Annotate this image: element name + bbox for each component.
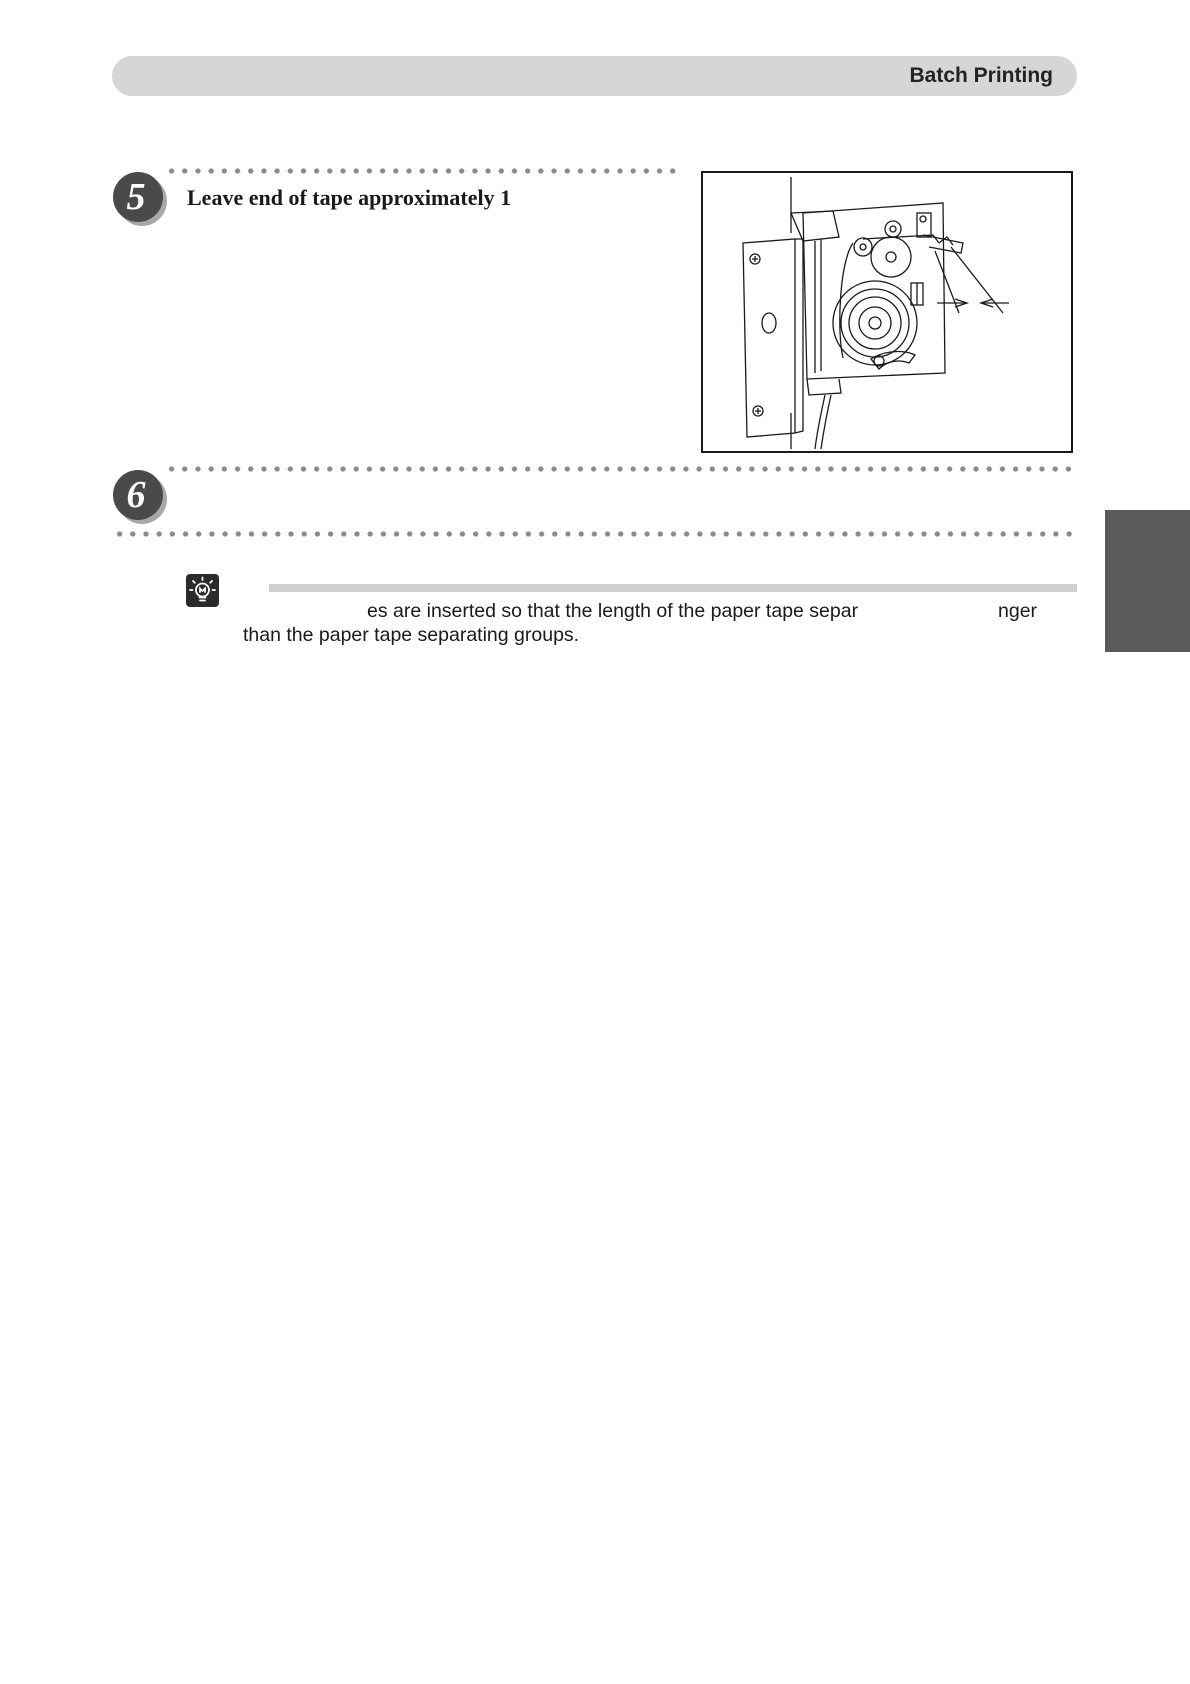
step-5-dotted-rule	[165, 168, 680, 174]
printer-illustration	[703, 173, 1071, 451]
note-text-line2: than the paper tape separating groups.	[243, 624, 580, 646]
step-5-number: 5	[126, 176, 146, 218]
note-header-rule	[269, 584, 1077, 592]
step-5-instruction: Leave end of tape approximately 1	[187, 185, 512, 210]
step-6-dotted-rule	[165, 466, 1077, 472]
note-text-line1-b: nger	[998, 600, 1038, 622]
section-title: Batch Printing	[909, 64, 1053, 87]
step-5-badge	[113, 172, 163, 222]
note-text-line1-a: es are inserted so that the length of the paper tape separ	[367, 600, 859, 622]
section-end-dotted-rule	[113, 531, 1077, 537]
tape-printer-figure	[701, 171, 1073, 453]
step-6-number: 6	[126, 474, 146, 516]
lightbulb-memo-icon	[186, 574, 219, 607]
chapter-side-tab	[1105, 510, 1190, 652]
step-6-badge	[113, 470, 163, 520]
page-header-bar	[112, 56, 1077, 96]
